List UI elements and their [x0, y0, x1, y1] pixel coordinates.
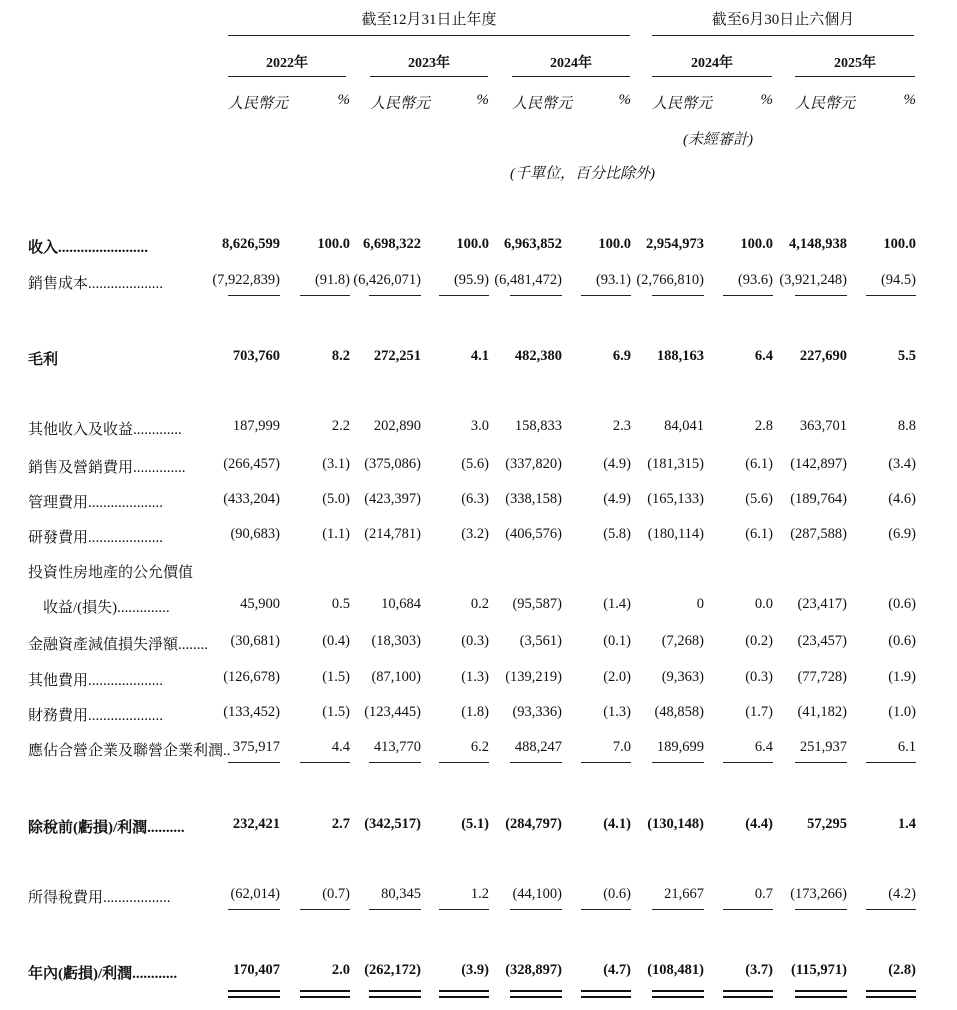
amount-cell: (189,764): [790, 491, 847, 507]
amount-cell: (423,397): [364, 491, 421, 507]
year-header-rule: [370, 76, 488, 77]
amount-cell: 2,954,973: [646, 236, 704, 252]
subtotal-rule: [723, 762, 773, 763]
percent-cell: (93.1): [595, 272, 631, 288]
amount-cell: (337,820): [505, 456, 562, 472]
percent-cell: (1.3): [461, 669, 489, 685]
amount-cell: (165,133): [647, 491, 704, 507]
subtotal-rule: [652, 762, 704, 763]
percent-cell: (5.6): [745, 491, 773, 507]
subtotal-rule: [228, 909, 280, 910]
year-header: 2023年: [408, 56, 450, 71]
percent-cell: (4.7): [603, 962, 631, 978]
row-label: 研發費用....................: [28, 530, 164, 546]
subtotal-rule: [439, 762, 489, 763]
amount-cell: 703,760: [232, 348, 280, 364]
subtotal-rule: [795, 762, 847, 763]
total-double-rule: [866, 990, 916, 998]
amount-cell: 6,698,322: [363, 236, 421, 252]
percent-cell: (6.3): [461, 491, 489, 507]
amount-cell: (108,481): [647, 962, 704, 978]
amount-cell: 45,900: [240, 596, 280, 612]
amount-cell: (406,576): [505, 526, 562, 542]
percent-cell: (0.2): [745, 633, 773, 649]
percent-cell: (0.3): [745, 669, 773, 685]
row-label: 年內(虧損)/利潤............: [28, 966, 178, 982]
subtotal-rule: [510, 909, 562, 910]
percent-cell: 100.0: [883, 236, 916, 252]
total-double-rule: [652, 990, 704, 998]
percent-cell: 6.2: [470, 739, 489, 755]
amount-cell: 0: [696, 596, 704, 612]
row-label: 毛利: [28, 352, 59, 368]
amount-cell: (9,363): [661, 669, 704, 685]
amount-cell: 80,345: [381, 886, 421, 902]
amount-cell: 251,937: [799, 739, 847, 755]
amount-cell: (3,561): [519, 633, 562, 649]
amount-cell: (6,481,472): [494, 272, 562, 288]
year-header-rule: [652, 76, 772, 77]
amount-cell: (375,086): [364, 456, 421, 472]
amount-cell: (23,457): [797, 633, 847, 649]
percent-cell: 1.2: [470, 886, 489, 902]
subtotal-rule: [439, 909, 489, 910]
amount-cell: (23,417): [797, 596, 847, 612]
amount-cell: 21,667: [664, 886, 704, 902]
amount-cell: (266,457): [223, 456, 280, 472]
percent-cell: 2.3: [612, 418, 631, 434]
amount-cell: (62,014): [230, 886, 280, 902]
percent-cell: 7.0: [612, 739, 631, 755]
amount-cell: (3,921,248): [779, 272, 847, 288]
percent-label: %: [903, 92, 916, 108]
amount-cell: 375,917: [232, 739, 280, 755]
percent-cell: (5.6): [461, 456, 489, 472]
amount-cell: (115,971): [791, 962, 847, 978]
percent-cell: (4.2): [888, 886, 916, 902]
percent-cell: (5.8): [603, 526, 631, 542]
percent-cell: 0.5: [331, 596, 350, 612]
subtotal-rule: [866, 295, 916, 296]
subtotal-rule: [723, 295, 773, 296]
year-header: 2025年: [834, 56, 876, 71]
percent-cell: (3.9): [461, 962, 489, 978]
amount-cell: (18,303): [371, 633, 421, 649]
amount-cell: 84,041: [664, 418, 704, 434]
subtotal-rule: [795, 909, 847, 910]
percent-cell: (1.5): [322, 704, 350, 720]
percent-cell: 0.0: [754, 596, 773, 612]
percent-cell: (0.6): [888, 596, 916, 612]
subtotal-rule: [581, 762, 631, 763]
percent-label: %: [476, 92, 489, 108]
amount-cell: 188,163: [656, 348, 704, 364]
amount-cell: 488,247: [514, 739, 562, 755]
row-label: 收入........................: [28, 240, 149, 256]
units-note: (千單位，百分比除外): [510, 166, 655, 182]
percent-cell: 8.2: [331, 348, 350, 364]
year-header-rule: [512, 76, 630, 77]
percent-cell: (5.1): [461, 816, 489, 832]
amount-cell: (2,766,810): [636, 272, 704, 288]
percent-cell: 100.0: [456, 236, 489, 252]
row-label: 其他收入及收益.............: [28, 422, 182, 438]
percent-label: %: [618, 92, 631, 108]
amount-cell: (214,781): [364, 526, 421, 542]
percent-cell: (3.1): [322, 456, 350, 472]
percent-cell: (1.5): [322, 669, 350, 685]
row-label: 收益/(損失)..............: [28, 600, 170, 616]
percent-cell: (1.3): [603, 704, 631, 720]
percent-cell: (94.5): [880, 272, 916, 288]
percent-cell: 1.4: [897, 816, 916, 832]
total-double-rule: [581, 990, 631, 998]
percent-cell: 2.8: [754, 418, 773, 434]
subtotal-rule: [510, 762, 562, 763]
percent-cell: (1.0): [888, 704, 916, 720]
percent-cell: 8.8: [897, 418, 916, 434]
percent-cell: (4.9): [603, 456, 631, 472]
subtotal-rule: [439, 295, 489, 296]
amount-cell: (7,922,839): [212, 272, 280, 288]
row-label: 其他費用....................: [28, 673, 164, 689]
percent-cell: 2.0: [331, 962, 350, 978]
percent-cell: (2.8): [888, 962, 916, 978]
subtotal-rule: [581, 295, 631, 296]
total-double-rule: [723, 990, 773, 998]
total-double-rule: [228, 990, 280, 998]
total-double-rule: [439, 990, 489, 998]
percent-cell: (3.7): [745, 962, 773, 978]
currency-unit-label: 人民幣元: [228, 96, 289, 112]
amount-cell: 4,148,938: [789, 236, 847, 252]
percent-cell: 6.4: [754, 739, 773, 755]
subtotal-rule: [581, 909, 631, 910]
total-double-rule: [369, 990, 421, 998]
percent-cell: 100.0: [317, 236, 350, 252]
percent-cell: (0.6): [603, 886, 631, 902]
currency-unit-label: 人民幣元: [512, 96, 573, 112]
percent-cell: (1.9): [888, 669, 916, 685]
amount-cell: 6,963,852: [504, 236, 562, 252]
percent-cell: (4.1): [603, 816, 631, 832]
percent-cell: (93.6): [737, 272, 773, 288]
row-label: 除稅前(虧損)/利潤..........: [28, 820, 185, 836]
percent-cell: 0.7: [754, 886, 773, 902]
percent-cell: (4.4): [745, 816, 773, 832]
row-label: 銷售及營銷費用..............: [28, 460, 186, 476]
percent-cell: (1.4): [603, 596, 631, 612]
amount-cell: (328,897): [505, 962, 562, 978]
row-label: 財務費用....................: [28, 708, 164, 724]
row-label: 投資性房地產的公允價值: [28, 565, 194, 581]
row-label: 應佔合營企業及聯營企業利潤..: [28, 743, 231, 759]
percent-cell: (2.0): [603, 669, 631, 685]
amount-cell: (287,588): [790, 526, 847, 542]
amount-cell: (181,315): [647, 456, 704, 472]
amount-cell: (30,681): [230, 633, 280, 649]
year-header: 2024年: [691, 56, 733, 71]
amount-cell: (142,897): [790, 456, 847, 472]
amount-cell: 189,699: [656, 739, 704, 755]
percent-cell: (0.4): [322, 633, 350, 649]
percent-cell: 100.0: [598, 236, 631, 252]
currency-unit-label: 人民幣元: [652, 96, 713, 112]
percent-cell: (91.8): [314, 272, 350, 288]
total-double-rule: [795, 990, 847, 998]
subtotal-rule: [866, 909, 916, 910]
total-double-rule: [300, 990, 350, 998]
amount-cell: (433,204): [223, 491, 280, 507]
percent-cell: (1.1): [322, 526, 350, 542]
amount-cell: (130,148): [647, 816, 704, 832]
header-group-annual: 截至12月31日止年度: [361, 12, 497, 28]
amount-cell: 187,999: [232, 418, 280, 434]
subtotal-rule: [795, 295, 847, 296]
amount-cell: 363,701: [799, 418, 847, 434]
amount-cell: (284,797): [505, 816, 562, 832]
header-group-six-months-rule: [652, 35, 914, 36]
amount-cell: (7,268): [661, 633, 704, 649]
percent-cell: 2.2: [331, 418, 350, 434]
percent-cell: 2.7: [331, 816, 350, 832]
subtotal-rule: [369, 762, 421, 763]
amount-cell: (6,426,071): [353, 272, 421, 288]
row-label: 所得稅費用..................: [28, 890, 171, 906]
amount-cell: 272,251: [373, 348, 421, 364]
amount-cell: (173,266): [790, 886, 847, 902]
year-header-rule: [228, 76, 346, 77]
header-group-six-months: 截至6月30日止六個月: [711, 12, 855, 28]
percent-cell: 100.0: [740, 236, 773, 252]
percent-cell: 4.4: [331, 739, 350, 755]
amount-cell: 8,626,599: [222, 236, 280, 252]
percent-cell: (1.7): [745, 704, 773, 720]
percent-cell: (6.9): [888, 526, 916, 542]
subtotal-rule: [723, 909, 773, 910]
currency-unit-label: 人民幣元: [795, 96, 856, 112]
percent-cell: 0.2: [470, 596, 489, 612]
percent-cell: (0.6): [888, 633, 916, 649]
percent-cell: (6.1): [745, 456, 773, 472]
percent-cell: 3.0: [470, 418, 489, 434]
amount-cell: 232,421: [232, 816, 280, 832]
percent-cell: 6.1: [897, 739, 916, 755]
amount-cell: 10,684: [381, 596, 421, 612]
amount-cell: (139,219): [505, 669, 562, 685]
subtotal-rule: [866, 762, 916, 763]
amount-cell: 227,690: [799, 348, 847, 364]
percent-cell: (0.1): [603, 633, 631, 649]
amount-cell: (41,182): [797, 704, 847, 720]
row-label: 金融資產減值損失淨額........: [28, 637, 209, 653]
amount-cell: (93,336): [512, 704, 562, 720]
subtotal-rule: [300, 295, 350, 296]
amount-cell: (123,445): [364, 704, 421, 720]
amount-cell: (126,678): [223, 669, 280, 685]
percent-cell: (3.4): [888, 456, 916, 472]
amount-cell: (95,587): [512, 596, 562, 612]
amount-cell: (342,517): [364, 816, 421, 832]
amount-cell: (44,100): [512, 886, 562, 902]
amount-cell: 57,295: [807, 816, 847, 832]
percent-label: %: [337, 92, 350, 108]
subtotal-rule: [300, 909, 350, 910]
percent-cell: (95.9): [453, 272, 489, 288]
header-group-annual-rule: [228, 35, 630, 36]
amount-cell: (262,172): [364, 962, 421, 978]
amount-cell: (90,683): [230, 526, 280, 542]
amount-cell: (133,452): [223, 704, 280, 720]
amount-cell: 170,407: [232, 962, 280, 978]
subtotal-rule: [228, 295, 280, 296]
unaudited-note: (未經審計): [683, 132, 753, 148]
year-header-rule: [795, 76, 915, 77]
amount-cell: (338,158): [505, 491, 562, 507]
percent-cell: (4.6): [888, 491, 916, 507]
subtotal-rule: [510, 295, 562, 296]
currency-unit-label: 人民幣元: [370, 96, 431, 112]
subtotal-rule: [369, 909, 421, 910]
percent-cell: 6.4: [754, 348, 773, 364]
amount-cell: (180,114): [647, 526, 704, 542]
percent-cell: 6.9: [612, 348, 631, 364]
percent-cell: (0.7): [322, 886, 350, 902]
amount-cell: 158,833: [514, 418, 562, 434]
subtotal-rule: [652, 295, 704, 296]
percent-cell: (4.9): [603, 491, 631, 507]
amount-cell: 202,890: [373, 418, 421, 434]
percent-cell: (5.0): [322, 491, 350, 507]
percent-cell: (1.8): [461, 704, 489, 720]
amount-cell: 482,380: [514, 348, 562, 364]
amount-cell: (77,728): [797, 669, 847, 685]
subtotal-rule: [369, 295, 421, 296]
row-label: 銷售成本....................: [28, 276, 164, 292]
subtotal-rule: [300, 762, 350, 763]
percent-cell: (3.2): [461, 526, 489, 542]
total-double-rule: [510, 990, 562, 998]
amount-cell: (87,100): [371, 669, 421, 685]
year-header: 2024年: [550, 56, 592, 71]
year-header: 2022年: [266, 56, 308, 71]
subtotal-rule: [228, 762, 280, 763]
row-label: 管理費用....................: [28, 495, 164, 511]
percent-cell: (6.1): [745, 526, 773, 542]
percent-cell: 5.5: [897, 348, 916, 364]
percent-label: %: [760, 92, 773, 108]
percent-cell: 4.1: [470, 348, 489, 364]
amount-cell: (48,858): [654, 704, 704, 720]
subtotal-rule: [652, 909, 704, 910]
percent-cell: (0.3): [461, 633, 489, 649]
amount-cell: 413,770: [373, 739, 421, 755]
